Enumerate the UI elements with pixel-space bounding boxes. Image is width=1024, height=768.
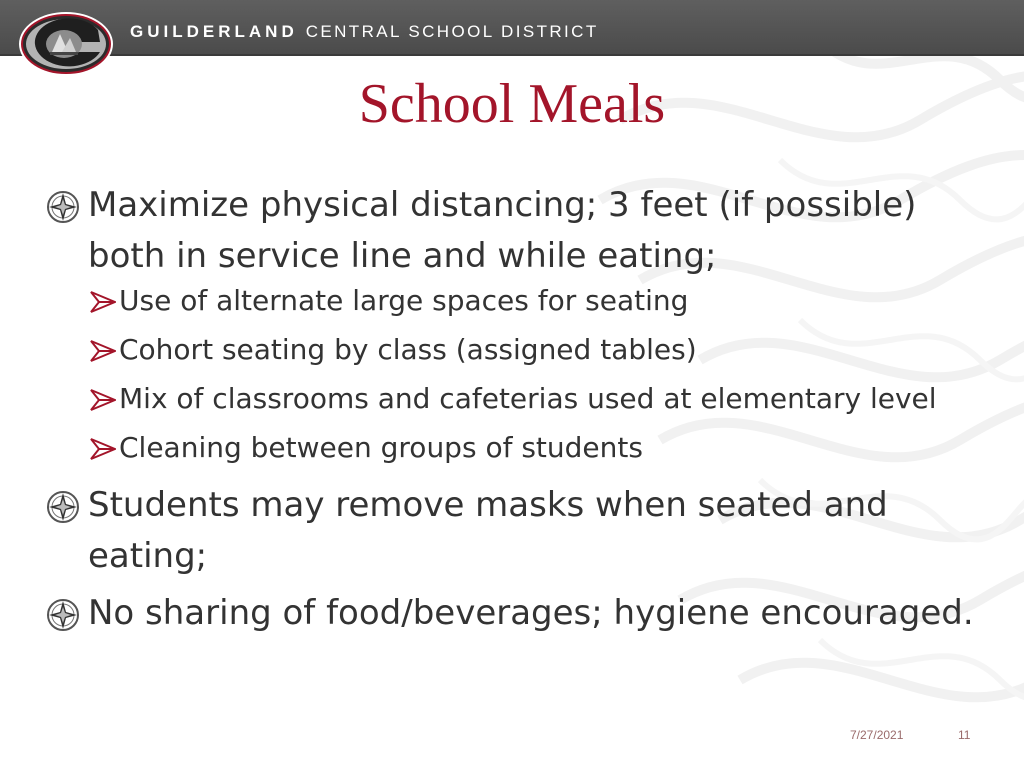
- compass-rose-icon: [46, 598, 80, 632]
- page-number: 11: [958, 728, 971, 742]
- sub-bullet-item: [88, 284, 976, 318]
- compass-rose-icon: [46, 190, 80, 224]
- arrow-right-icon: [88, 340, 116, 362]
- footer-date: 7/27/2021: [850, 728, 904, 742]
- bullet-item: [46, 588, 976, 639]
- sub-bullet-text: Use of alternate large spaces for seating: [119, 284, 689, 317]
- arrow-right-icon: [88, 291, 116, 313]
- district-name-strong: GUILDERLAND: [130, 22, 298, 41]
- sub-bullet-text: Mix of classrooms and cafeterias used at elementary level: [119, 382, 937, 415]
- sub-bullet-text: Cleaning between groups of students: [119, 431, 643, 464]
- bullet-item: [46, 480, 976, 582]
- sub-bullet-item: [88, 431, 976, 465]
- slide-content: [46, 180, 976, 639]
- sub-bullet-item: [88, 382, 976, 416]
- arrow-right-icon: [88, 438, 116, 460]
- bullet-text: Maximize physical distancing; 3 feet (if possible) both in service line and while eating;: [88, 185, 917, 276]
- bullet-text: No sharing of food/beverages; hygiene encouraged.: [88, 593, 974, 633]
- arrow-right-icon: [88, 389, 116, 411]
- sub-bullet-list: [88, 284, 976, 465]
- slide-title: School Meals: [358, 73, 666, 135]
- district-name-light: CENTRAL SCHOOL DISTRICT: [305, 22, 599, 41]
- compass-rose-icon: [46, 490, 80, 524]
- bullet-item: [46, 180, 976, 465]
- sub-bullet-text: Cohort seating by class (assigned tables): [119, 333, 697, 366]
- district-name: [130, 22, 599, 42]
- district-logo: [16, 8, 116, 78]
- bullet-text: Students may remove masks when seated and eating;: [88, 485, 888, 576]
- sub-bullet-item: [88, 333, 976, 367]
